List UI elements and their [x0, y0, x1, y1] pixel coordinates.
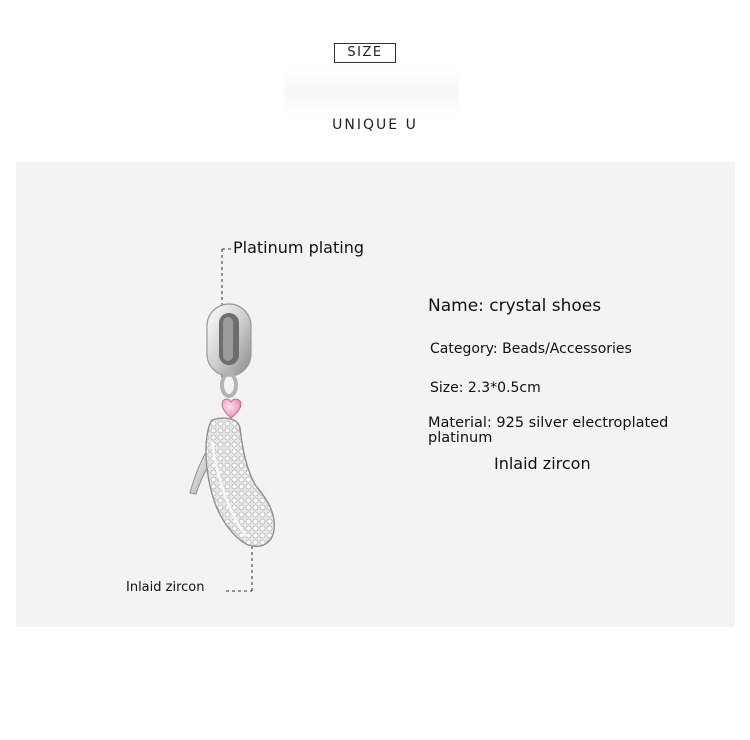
spec-name: Name: crystal shoes: [428, 296, 602, 316]
spec-category: Category: Beads/Accessories: [430, 341, 632, 357]
spec-size: Size: 2.3*0.5cm: [430, 380, 541, 396]
size-header-label: SIZE: [334, 43, 396, 63]
callout-platinum-plating: Platinum plating: [233, 238, 364, 257]
crystal-shoe-charm: [190, 399, 274, 546]
spec-inlaid-zircon: Inlaid zircon: [494, 454, 591, 473]
spec-material: Material: 925 silver electroplated platinum: [428, 415, 669, 446]
callout-inlaid-zircon: Inlaid zircon: [126, 580, 205, 595]
charm-connector: [222, 374, 236, 396]
charm-bail: [207, 304, 251, 376]
callout-line-bottom: [226, 540, 252, 591]
brand-name: UNIQUE U: [332, 117, 418, 133]
